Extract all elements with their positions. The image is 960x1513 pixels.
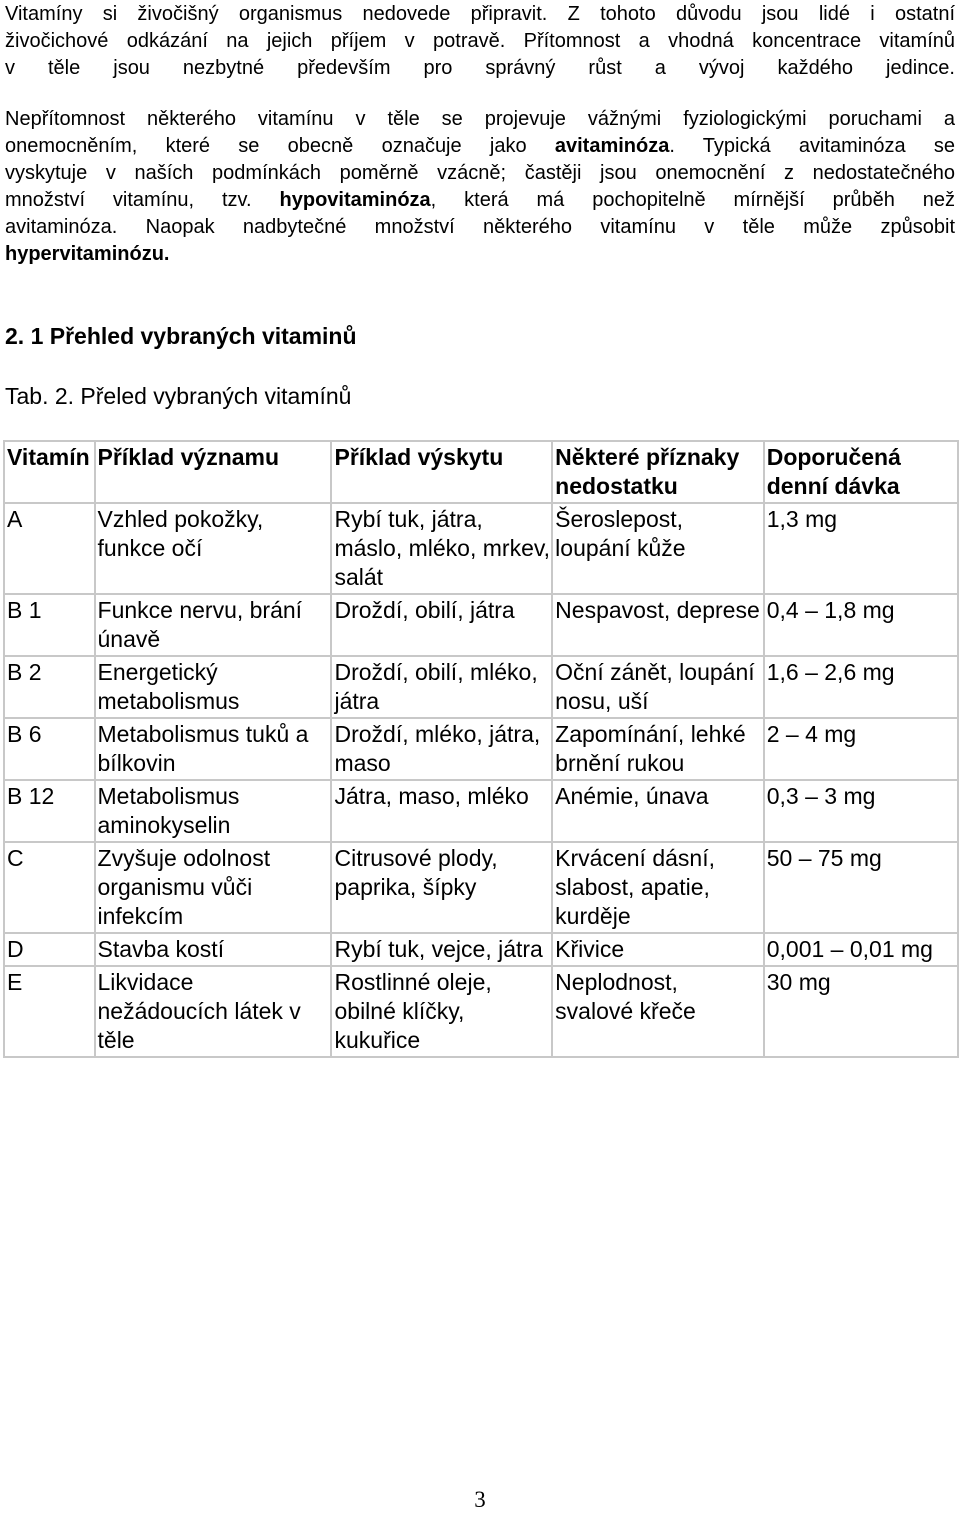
cell-function: Metabolismus tuků a bílkovin <box>95 718 332 780</box>
cell-deficiency: Křivice <box>552 933 764 966</box>
cell-deficiency: Neplodnost, svalové křeče <box>552 966 764 1057</box>
table-row <box>4 842 958 933</box>
text-line: živočichové odkázání na jejich příjem v potravě. Přítomnost a vhodná koncentrace vitamínů <box>5 30 955 52</box>
cell-deficiency: Šeroslepost, loupání kůže <box>552 503 764 594</box>
table-row <box>4 594 958 656</box>
header-deficiency: Některé příznaky nedostatku <box>552 441 764 503</box>
text-line <box>5 133 955 160</box>
table-row <box>4 656 958 718</box>
cell-vitamin: E <box>4 966 95 1057</box>
cell-source: Droždí, mléko, játra, maso <box>331 718 552 780</box>
cell-source: Rostlinné oleje, obilné klíčky, kukuřice <box>331 966 552 1057</box>
table-row <box>4 966 958 1057</box>
cell-daily-dose: 0,001 – 0,01 mg <box>764 933 958 966</box>
text-line <box>5 187 955 214</box>
header-source: Příklad výskytu <box>331 441 552 503</box>
table-row <box>4 933 958 966</box>
cell-vitamin: B 12 <box>4 780 95 842</box>
term-hypovitaminosis: hypovitaminóza <box>279 189 431 211</box>
cell-source: Droždí, obilí, játra <box>331 594 552 656</box>
cell-function: Energetický metabolismus <box>95 656 332 718</box>
cell-function: Vzhled pokožky, funkce očí <box>95 503 332 594</box>
cell-deficiency: Oční zánět, loupání nosu, uší <box>552 656 764 718</box>
cell-deficiency: Zapomínání, lehké brnění rukou <box>552 718 764 780</box>
cell-vitamin: B 2 <box>4 656 95 718</box>
cell-function: Zvyšuje odolnost organismu vůči infekcím <box>95 842 332 933</box>
cell-daily-dose: 50 – 75 mg <box>764 842 958 933</box>
cell-source: Citrusové plody, paprika, šípky <box>331 842 552 933</box>
term-avitaminosis: avitaminóza <box>554 135 670 157</box>
text-line: Nepřítomnost některého vitamínu v těle se projevuje vážnými fyziologickými poruchami a <box>5 108 955 130</box>
cell-source: Rybí tuk, vejce, játra <box>331 933 552 966</box>
cell-vitamin: C <box>4 842 95 933</box>
cell-daily-dose: 1,6 – 2,6 mg <box>764 656 958 718</box>
text-line: avitaminóza. Naopak nadbytečné množství některého vitamínu v těle může způsobit <box>5 216 955 238</box>
text-line <box>5 241 955 268</box>
cell-vitamin: B 1 <box>4 594 95 656</box>
cell-function: Funkce nervu, brání únavě <box>95 594 332 656</box>
text-fragment: , která má pochopitelně mírnější průběh než <box>430 189 956 211</box>
cell-function: Stavba kostí <box>95 933 332 966</box>
intro-paragraph <box>5 1 955 82</box>
section-heading: 2. 1 Přehled vybraných vitaminů <box>5 323 357 349</box>
cell-daily-dose: 0,3 – 3 mg <box>764 780 958 842</box>
table-caption: Tab. 2. Přeled vybraných vitamínů <box>5 383 352 409</box>
table-row <box>4 718 958 780</box>
header-vitamin: Vitamín <box>4 441 95 503</box>
cell-vitamin: A <box>4 503 95 594</box>
avitaminosis-paragraph <box>5 106 955 268</box>
text-fragment: onemocněním, které se obecně označuje jako <box>5 135 555 157</box>
cell-deficiency: Krvácení dásní, slabost, apatie, kurděje <box>552 842 764 933</box>
text-line: Vitamíny si živočišný organismus nedovede připravit. Z tohoto důvodu jsou lidé i ostatní <box>5 3 955 25</box>
cell-deficiency: Nespavost, deprese <box>552 594 764 656</box>
vitamin-table <box>3 440 959 1058</box>
page-number: 3 <box>474 1487 486 1512</box>
cell-function: Metabolismus aminokyselin <box>95 780 332 842</box>
header-function: Příklad významu <box>95 441 332 503</box>
cell-daily-dose: 2 – 4 mg <box>764 718 958 780</box>
term-hypervitaminosis: hypervitaminózu. <box>5 243 170 265</box>
cell-daily-dose: 1,3 mg <box>764 503 958 594</box>
cell-source: Rybí tuk, játra, máslo, mléko, mrkev, salát <box>331 503 552 594</box>
text-fragment: . Typická avitaminóza se <box>669 135 955 157</box>
table-row <box>4 503 958 594</box>
text-line: v těle jsou nezbytné především pro správný růst a vývoj každého jedince. <box>5 57 955 79</box>
cell-source: Droždí, obilí, mléko, játra <box>331 656 552 718</box>
text-line: vyskytuje v naších podmínkách poměrně vzácně; častěji jsou onemocnění z nedostatečného <box>5 162 955 184</box>
cell-vitamin: D <box>4 933 95 966</box>
cell-daily-dose: 0,4 – 1,8 mg <box>764 594 958 656</box>
header-daily-dose: Doporučená denní dávka <box>764 441 958 503</box>
cell-function: Likvidace nežádoucích látek v těle <box>95 966 332 1057</box>
table-header-row <box>4 441 958 503</box>
cell-daily-dose: 30 mg <box>764 966 958 1057</box>
table-row <box>4 780 958 842</box>
cell-deficiency: Anémie, únava <box>552 780 764 842</box>
cell-source: Játra, maso, mléko <box>331 780 552 842</box>
cell-vitamin: B 6 <box>4 718 95 780</box>
text-fragment: množství vitamínu, tzv. <box>5 189 280 211</box>
